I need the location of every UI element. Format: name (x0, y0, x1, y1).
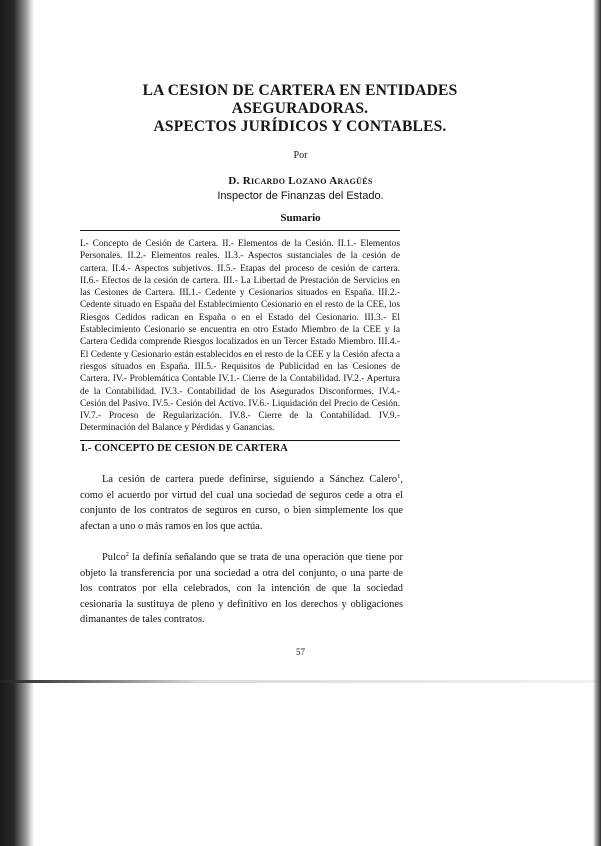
title-line-1: LA CESION DE CARTERA EN ENTIDADES (142, 82, 458, 99)
title-line-2: ASEGURADORAS. (231, 100, 369, 117)
title-line-3: ASPECTOS JURÍDICOS Y CONTABLES. (153, 118, 447, 135)
paragraph-2-rest: la definía señalando que se trata de una operación que tiene por objeto la transferencia por una sociedad a otra del conjunto, o una parte de los contratos por ella celebrados, con la intención de que la sociedad cesionaria la sustituya de pleno y definitivo en los derechos y obligaciones dimanantes de tales contratos. (80, 552, 403, 625)
summary-box (80, 230, 400, 441)
scan-bottom-line (0, 680, 601, 683)
paragraph-2-start: Pulco (102, 552, 126, 563)
summary-heading: Sumario (280, 212, 321, 224)
paragraph-1-start: La cesión de cartera puede definirse, siguiendo a Sánchez Calero (102, 474, 398, 485)
page-number: 57 (296, 647, 305, 657)
author-name: D. Ricardo Lozano Aragüés (228, 175, 373, 187)
paragraph-1-rest: , como el acuerdo por virtud del cual una sociedad de seguros cede a otra el conjunto de los contratos de seguros en curso, o bien simplemente los que afectan a uno o más ramos en los que actúa. (80, 474, 403, 532)
footnote-ref-2: 2 (125, 551, 129, 558)
scan-right-edge (593, 0, 601, 846)
author-affiliation: Inspector de Finanzas del Estado. (217, 190, 384, 202)
byline: Por (293, 150, 308, 161)
section-heading: I.- CONCEPTO DE CESION DE CARTERA (81, 443, 288, 454)
footnote-ref-1: 1 (397, 473, 401, 480)
summary-text: I.- Concepto de Cesión de Cartera. II.- Elementos de la Cesión. II.1.- Elementos Personales. II.2.- Elementos reales. II.3.- Aspectos sustanciales de la cesión de cartera. II.4.- Aspectos subjetivos. II.5.- Etapas del proceso de cesión de cartera. II.6.- Efectos de la cesión de cartera. III.- La Libertad de Prestación de Servicios en las Cesiones de Cartera. III.1.- Cedente y Cesionarios situados en España. III.2.- Cedente situado en España del Establecimiento Cesionario en el resto de la CEE, los Riesgos Cedidos radican en España o en el Estado del Cesionario. III.3.- El Establecimiento Cesionario se encuentra en otro Estado Miembro de la CEE y la Cartera Cedida comprende Riesgos localizados en un Tercer Estado Miembro. III.4.- El Cedente y Cesionario están establecidos en el resto de la CEE y la Cesión afecta a riesgos situados en España. III.5.- Requisitos de Publicidad en las Cesiones de Cartera. IV.- Problemática Contable IV.1.- Cierre de la Contabilidad. IV.2.- Apertura de la Contabilidad. IV.3.- Contabilidad de los Asegurados Disconformes. IV.4.- Cesión del Pasivo. IV.5.- Cesión del Activo. IV.6.- Liquidación del Precio de Cesión. IV.7.- Proceso de Regularización. IV.8.- Cierre de la Contabilidad. IV.9.- Determinación del Balance y Pérdidas y Ganancias. (80, 239, 400, 434)
paragraph-2 (80, 550, 403, 628)
page-title (70, 82, 530, 136)
paragraph-1 (80, 472, 403, 534)
scan-left-edge (0, 0, 34, 846)
